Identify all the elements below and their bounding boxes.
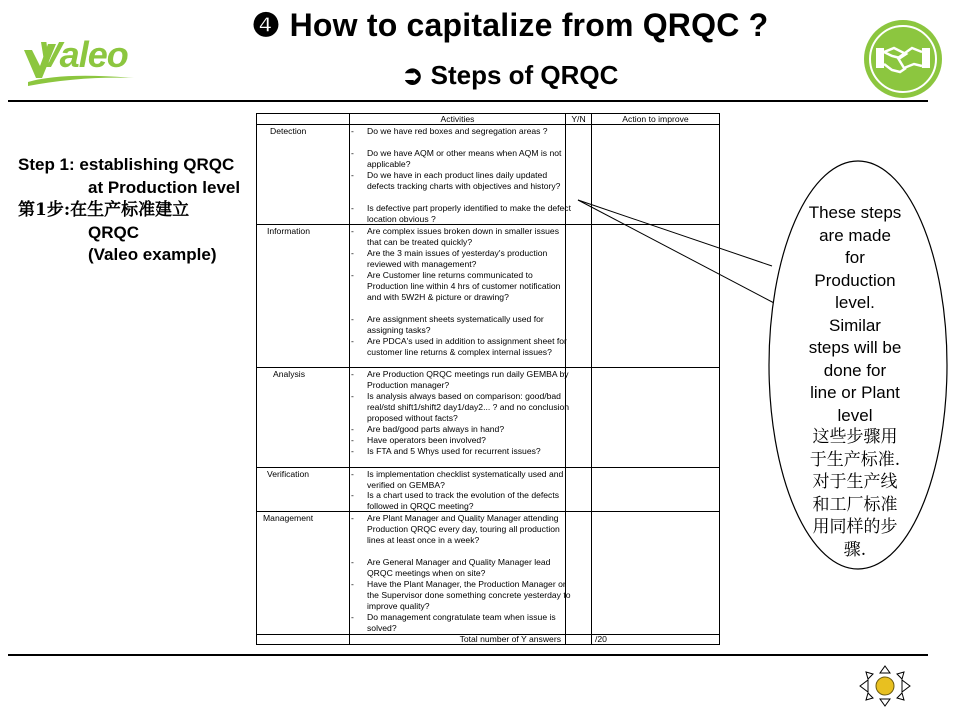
list-item: - Do we have red boxes and segregation areas ? — [351, 126, 548, 136]
section-label-information: Information — [267, 226, 310, 236]
total-value: /20 — [595, 634, 607, 644]
list-item: - Do management congratulate team when issue is solved? — [351, 612, 556, 633]
header-action: Action to improve — [622, 114, 689, 124]
slide-subtitle: ➲ Steps of QRQC — [401, 60, 619, 90]
callout-text-cn: 这些步骤用 于生产标准. 对于生产线 和工厂标准 用同样的步 骤. — [809, 427, 901, 560]
step-line-cn: 第1步:在生产标准建立 — [18, 200, 190, 220]
list-item: - Is FTA and 5 Whys used for recurrent issues? — [351, 446, 541, 456]
list-item: - Are assignment sheets systematically used for assigning tasks? — [351, 314, 544, 335]
list-item: - Are Plant Manager and Quality Manager attending Production QRQC every day, touring all production lines at least once in a week? — [351, 513, 560, 545]
navigation-arrows-icon[interactable] — [856, 664, 914, 708]
list-item: - Do we have in each product lines daily updated defects tracking charts with objectives and history? — [351, 170, 561, 191]
header-activities: Activities — [440, 114, 475, 124]
list-item: - Is a chart used to track the evolution of the defects followed in QRQC meeting? — [351, 490, 560, 511]
section-label-verification: Verification — [267, 469, 310, 479]
list-item: - Is analysis always based on comparison: good/bad real/std shift1/shift2 day1/day2... ? and no conclusion proposed without facts? — [351, 391, 570, 423]
list-item: - Are General Manager and Quality Manager lead QRQC meetings when on site? — [351, 557, 551, 578]
section-label-management: Management — [263, 513, 314, 523]
total-label: Total number of Y answers — [459, 634, 561, 644]
list-item: - Have the Plant Manager, the Production Manager or the Supervisor done something concrete yesterday to improve quality? — [351, 579, 571, 611]
list-item: - Is implementation checklist systematically used and verified on GEMBA? — [351, 469, 564, 490]
callout-text: These steps are made for Production level. Similar steps will be done for line or Plant level — [808, 203, 902, 425]
step-line: at Production level — [88, 177, 241, 197]
list-item: - Are the 3 main issues of yesterday's production reviewed with management? — [351, 248, 548, 269]
section-label-analysis: Analysis — [273, 369, 305, 379]
header-yn: Y/N — [571, 114, 586, 124]
list-item: - Have operators been involved? — [351, 435, 486, 445]
logo-wordmark: Valeo — [38, 34, 128, 75]
list-item: - Are bad/good parts always in hand? — [351, 424, 505, 434]
list-item: - Are PDCA's used in addition to assignment sheet for customer line returns & complex internal issues? — [351, 336, 567, 357]
step-line: QRQC — [88, 222, 139, 242]
footer-divider — [8, 654, 928, 656]
slide-title: ❹ How to capitalize from QRQC ? — [251, 7, 769, 43]
list-item: - Is defective part properly identified to make the defect location obvious ? — [351, 203, 571, 224]
list-item: - Do we have AQM or other means when AQM is not applicable? — [351, 148, 562, 169]
list-item: - Are complex issues broken down in smaller issues that can be treated quickly? — [351, 226, 560, 247]
list-item: - Are Production QRQC meetings run daily GEMBA by Production manager? — [351, 369, 569, 390]
step-line: Step 1: establishing QRQC — [18, 155, 235, 174]
list-item: - Are Customer line returns communicated to Production line within 4 hrs of customer notification and with 5W2H & picture or drawing? — [351, 270, 561, 302]
section-label-detection: Detection — [270, 126, 307, 136]
step-line: (Valeo example) — [88, 245, 217, 264]
